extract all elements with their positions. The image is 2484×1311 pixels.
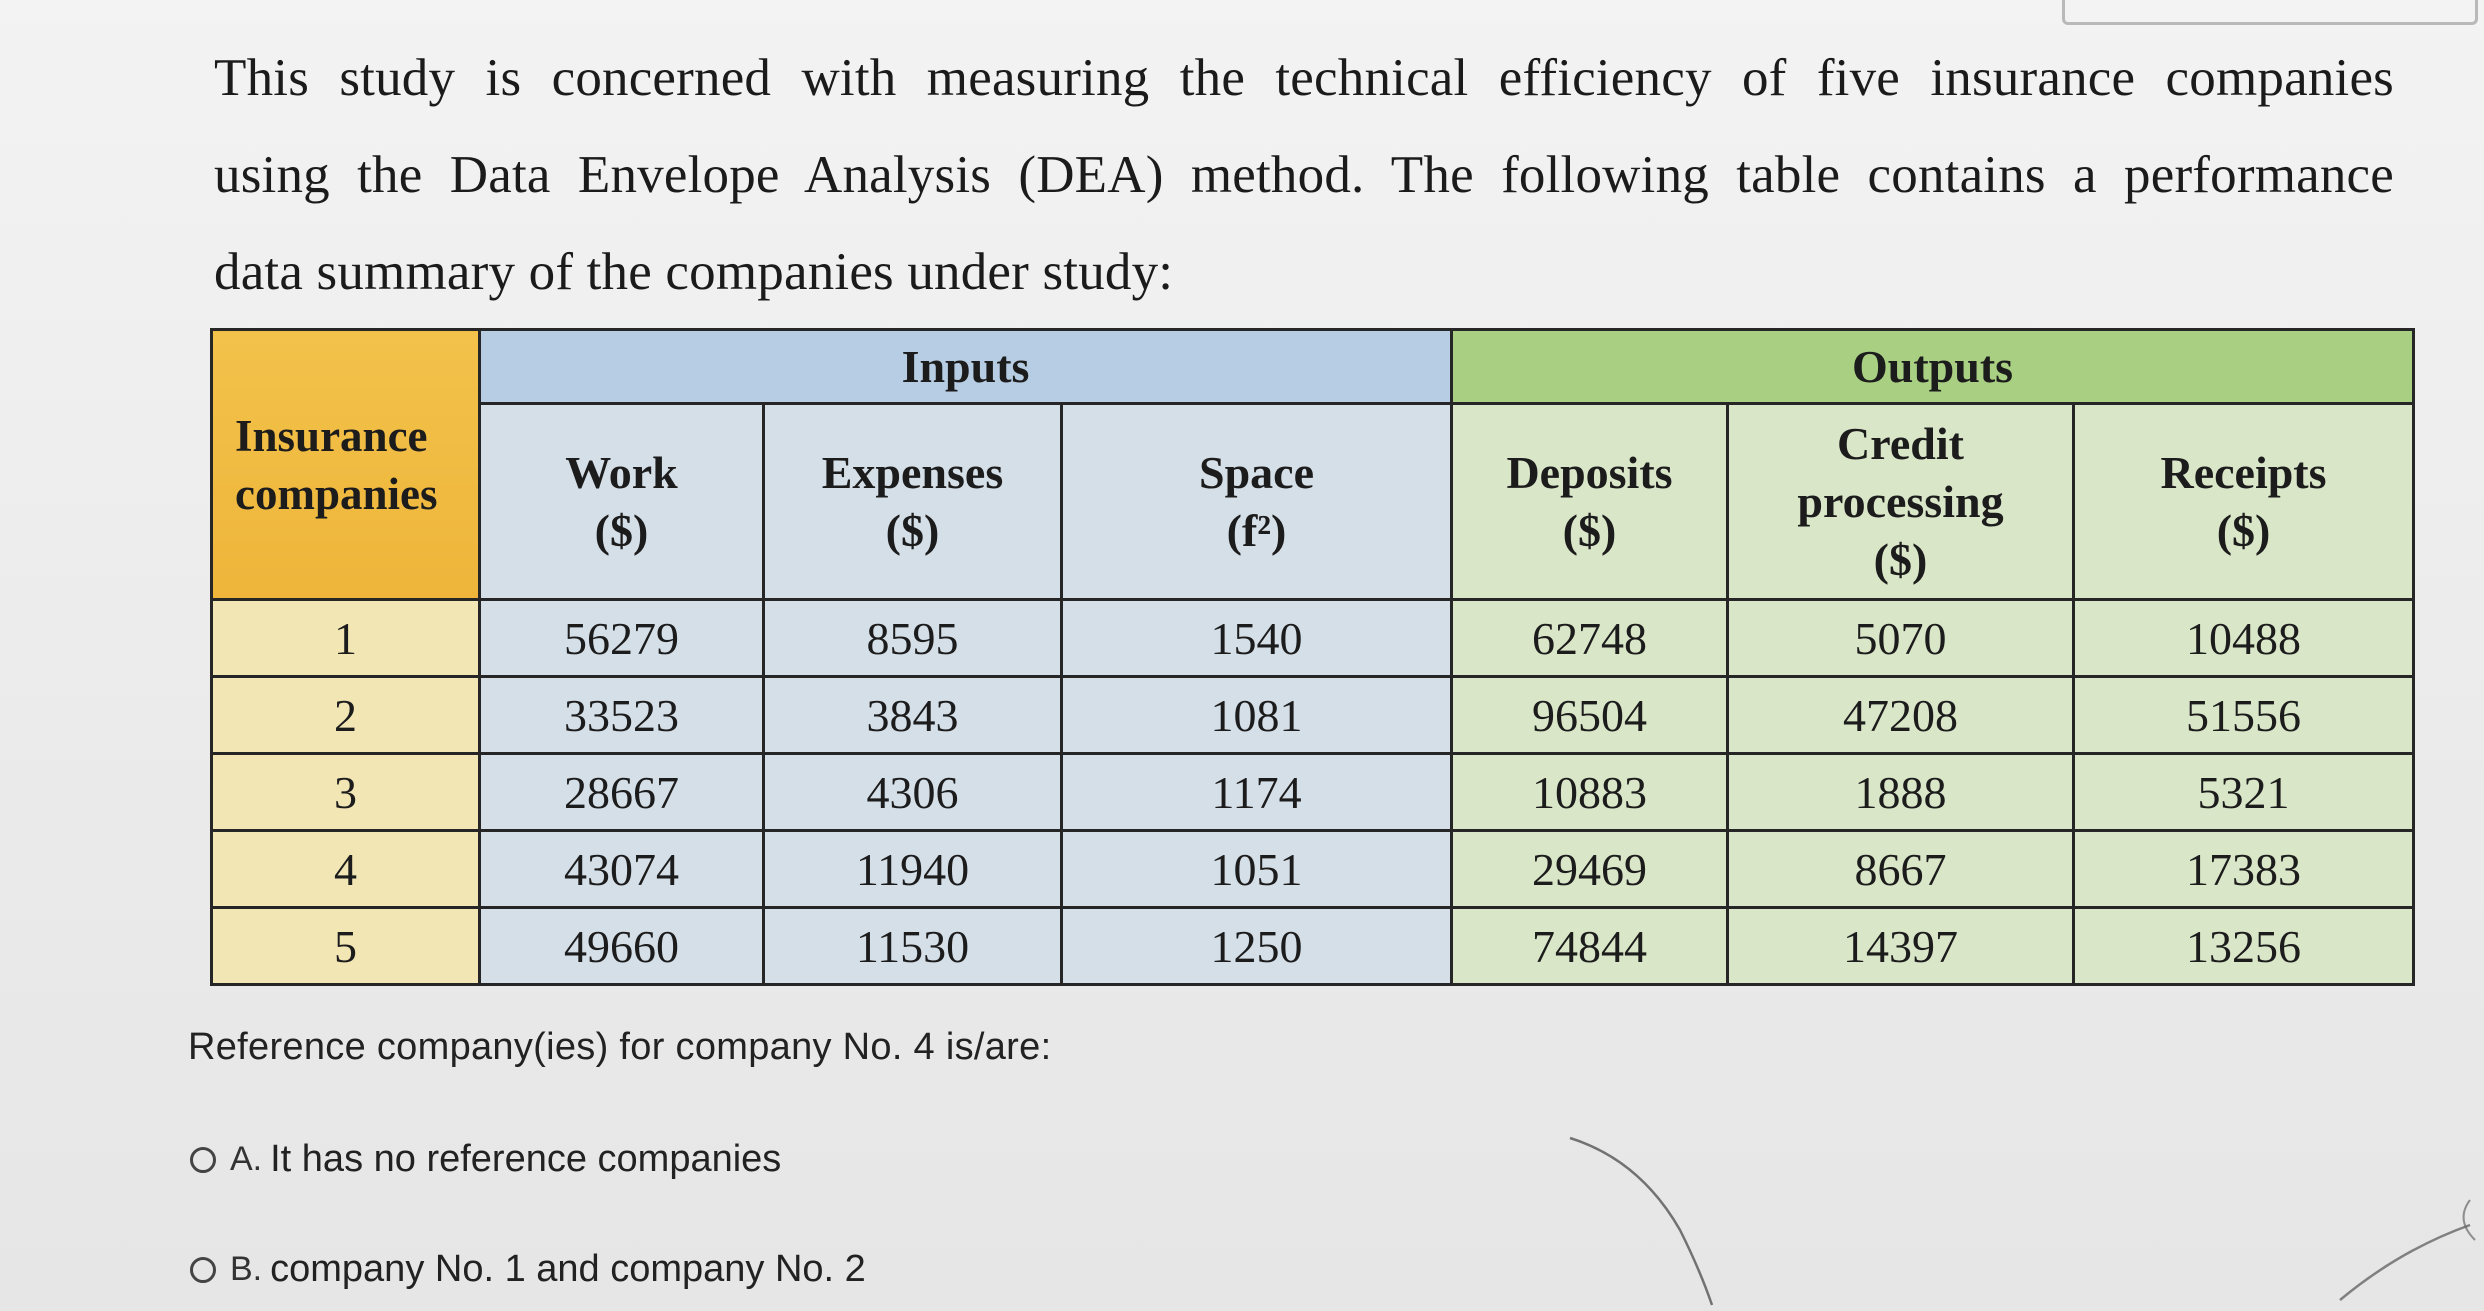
radio-button-a[interactable] [190,1147,216,1173]
receipts-cell: 13256 [2074,908,2414,985]
space-header-name: Space [1199,446,1314,498]
work-header-name: Work [565,446,678,498]
credit-cell: 8667 [1728,831,2074,908]
company-cell: 3 [212,754,480,831]
question-text: Reference company(ies) for company No. 4 is/are: [188,1026,1052,1068]
deposits-cell: 62748 [1452,600,1728,677]
deposits-column-header [1452,404,1728,600]
receipts-cell: 10488 [2074,600,2414,677]
company-cell: 2 [212,677,480,754]
credit-header-unit: ($) [1873,533,1928,585]
expenses-cell: 3843 [764,677,1062,754]
table-row [212,831,2414,908]
company-column-header [212,330,480,600]
receipts-cell: 51556 [2074,677,2414,754]
space-cell: 1174 [1062,754,1452,831]
radio-button-b[interactable] [190,1257,216,1283]
deposits-header-unit: ($) [1562,504,1617,556]
table-row [212,600,2414,677]
intro-paragraph [214,30,2394,321]
space-column-header [1062,404,1452,600]
table-row [212,754,2414,831]
credit-column-header [1728,404,2074,600]
intro-line-3: data summary of the companies under study: [214,243,1174,301]
credit-header-name-1: Credit [1837,417,1964,469]
credit-cell: 14397 [1728,908,2074,985]
space-header-unit: (f²) [1226,504,1287,556]
company-header-line-1: Insurance [235,410,428,461]
expenses-cell: 11940 [764,831,1062,908]
credit-header-name-2: processing [1797,475,2004,527]
expenses-cell: 11530 [764,908,1062,985]
receipts-header-name: Receipts [2160,446,2327,498]
deposits-cell: 10883 [1452,754,1728,831]
work-cell: 28667 [480,754,764,831]
option-b-letter: B. [230,1250,263,1288]
performance-table [210,328,2415,986]
space-cell: 1540 [1062,600,1452,677]
space-cell: 1081 [1062,677,1452,754]
expenses-cell: 4306 [764,754,1062,831]
credit-cell: 1888 [1728,754,2074,831]
top-right-frame [2062,0,2478,25]
work-cell: 49660 [480,908,764,985]
option-a-letter: A. [230,1140,263,1178]
intro-line-1: This study is concerned with measuring the technical efficiency of five insurance companies [214,49,2394,107]
company-cell: 1 [212,600,480,677]
deposits-header-name: Deposits [1506,446,1673,498]
receipts-cell: 5321 [2074,754,2414,831]
intro-line-2: using the Data Envelope Analysis (DEA) method. The following table contains a performance [214,146,2394,204]
pencil-stroke [1570,1138,1712,1305]
deposits-cell: 74844 [1452,908,1728,985]
option-a-label: It has no reference companies [270,1138,782,1180]
pencil-stroke [2464,1200,2475,1240]
option-a[interactable] [190,1138,781,1181]
company-header-line-2: companies [235,468,438,519]
expenses-column-header [764,404,1062,600]
table-row [212,677,2414,754]
work-cell: 56279 [480,600,764,677]
work-cell: 33523 [480,677,764,754]
company-cell: 4 [212,831,480,908]
expenses-cell: 8595 [764,600,1062,677]
deposits-cell: 29469 [1452,831,1728,908]
receipts-cell: 17383 [2074,831,2414,908]
option-b[interactable] [190,1248,866,1291]
table-row [212,908,2414,985]
credit-cell: 5070 [1728,600,2074,677]
outputs-group-header: Outputs [1452,330,2414,404]
space-cell: 1051 [1062,831,1452,908]
work-header-unit: ($) [594,504,649,556]
space-cell: 1250 [1062,908,1452,985]
expenses-header-name: Expenses [821,446,1004,498]
inputs-group-header: Inputs [480,330,1452,404]
work-column-header [480,404,764,600]
work-cell: 43074 [480,831,764,908]
company-cell: 5 [212,908,480,985]
option-b-label: company No. 1 and company No. 2 [270,1248,866,1290]
credit-cell: 47208 [1728,677,2074,754]
expenses-header-unit: ($) [885,504,940,556]
deposits-cell: 96504 [1452,677,1728,754]
receipts-header-unit: ($) [2216,504,2271,556]
receipts-column-header [2074,404,2414,600]
pencil-stroke [2340,1225,2470,1300]
